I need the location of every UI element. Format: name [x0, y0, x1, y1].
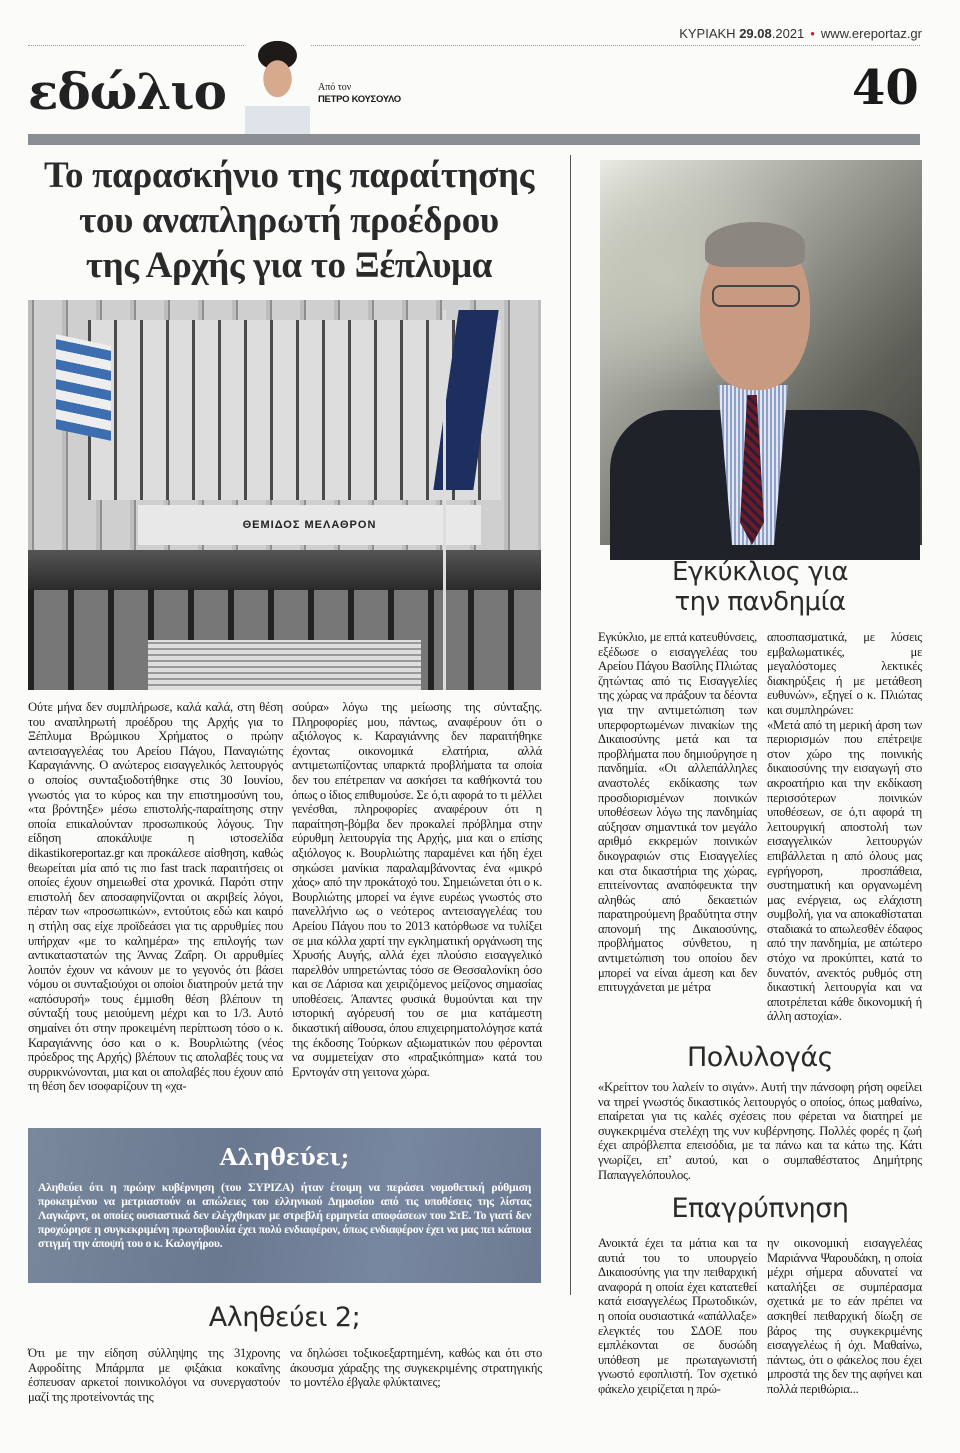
egkyklios-col2: [767, 630, 922, 1035]
day: ΚΥΡΙΑΚΗ: [679, 26, 736, 41]
epagrypnisi-col1: Ανοικτά έχει τα μάτια και τα αυτιά του το υπουργείο Δικαιοσύνης για την πειθαρχική αναφορά η οποία έχει κατατεθεί κατά εισαγγελέως Πρωτοδικών, η οποία ουσιαστικά «απάλλαξε» ελεγκτές του ΣΔΟΕ που εμπλέκονται σε δυσώδη υπόθεση με πρωταγωνιστή γνωστό εφοπλιστή. Τον σχετικό φάκελο χειρίζεται η πρώ-: [598, 1236, 757, 1396]
box-text: Αληθεύει ότι η πρώην κυβέρνηση (του ΣΥΡΙΖΑ) ήταν έτοιμη να περάσει νομοθετική ρύθμιση προκειμένου να μετριαστούν οι απώλειες του ελληνικού Δημοσίου από τις υποθέσεις της λίστας Λαγκάρντ, οι οποίες ουσιαστικά δεν ελέγχθηκαν με στρεβλή ερμηνεία αποφάσεων του ΣτΕ. Το γιατί δεν προχώρησε η συγκεκριμένη πρωτοβουλία έχει πολύ ενδιαφέρον, όπως ενδιαφέρον έχει να μας πει κάποια στιγμή την άποψή του ο κ. Καλογήρου.: [38, 1181, 531, 1250]
author-name: ΠΕΤΡΟ ΚΟΥΣΟΥΛΟ: [318, 94, 401, 105]
year: .2021: [771, 26, 805, 41]
site-url[interactable]: www.ereportaz.gr: [820, 26, 922, 41]
main-story-col1: Ούτε μήνα δεν συμπλήρωσε, καλά καλά, στη θέση του αναπληρωτή προέδρου της Αρχής για το Ξέπλυμα Βρώμικου Χρήματος ο πρώην αντεισαγγελέας του Αρείου Πάγου, Παναγιώτης Καραγιάννης. Ο ανώτερος εισαγγελικός λειτουργός ο οποίος συνταξιοδοτήθηκε στις 30 Ιουνίου, γνωστός για το κύρος και την επιστημοσύνη του, «τα βρόντηξε» μέσω επιστολής-παραίτησης στην οποία επικαλούνταν προσωπικούς λόγους. Την είδηση αποκάλυψε η ιστοσελίδα dikastikoreportaz.gr και προκάλεσε αίσθηση, καθώς θεωρείται μία από τις πιο fast track παραιτήσεις οι οποίες έχουν σημειωθεί στα χρονικά. Παρότι στην επιστολή δεν αποσαφηνίζονται οι ακριβείς λόγοι, πέραν των «προσωπικών», εντούτοις εδώ και καιρό η στήλη σας είχε προϊδεάσει για τις αρρυθμίες που υπήρχαν «με το καλημέρα» της επιλογής των αντικαταστατών της Άννας Ζαΐρη. Οι αρρυθμίες λοιπόν έχουν να κάνουν με το γεγονός ότι βάσει νόμου οι συνταξιούχοι οι οποίοι διατηρούν μετά την «απόσυρσή» τους έμμισθη θέση βλέπουν τη σύνταξή τους μειούμενη μέχρι και το 1/3. Αυτό σημαίνει ότι στην προκειμένη περίπτωση τόσο ο κ. Καραγιάννης όσο και ο κ. Βουρλιώτης (νέος πρόεδρος της Αρχής) βλέπουν τις απολαβές τους να συρρικνώνονται, μια και οι απολαβές που έχουν από τη θέση δεν ισοφαρίζουν τη «χα-: [28, 700, 283, 1094]
aletheuei-box: [28, 1128, 541, 1283]
date: 29.08: [739, 26, 772, 41]
main-headline: [24, 153, 554, 295]
egkyklios-col2-para2: «Μετά από τη μερική άρση των περιορισμών που επέτρεψε στον χώρο της ποινικής δικαιοσύνης την εισαγωγή στο ακροατήριο και την εκδίκαση περισσότερων ποινικών υποθέσεων, σε ό,τι αφορά τη λειτουργική αποστολή των εισαγγελικών λειτουργών επιβάλλεται η από όλους μας εγρήγορση, προσπάθεια, συστηματική και οργανωμένη μας ενέργεια, ως ελάχιστη συμβολή, για να αποκαθίσταται σταδιακά το απωλεσθέν έδαφος από την πανδημία, με απώτερο στόχο να προκύπτει, κατά το δυνατόν, ανεκτός ρυθμός στη δικαστική λειτουργία και να αποτρέπεται κάθε δικονομική ή άλλη αστοχία».: [767, 717, 922, 1024]
headline-line: Το παρασκήνιο της παραίτησης: [43, 155, 535, 196]
box-title: Αληθεύει;: [219, 1144, 350, 1171]
page-number: 40: [852, 60, 919, 116]
headline-line: του αναπληρωτή προέδρου: [79, 200, 499, 241]
heading-line: Εγκύκλιος για: [672, 557, 848, 587]
polylogas-heading: Πολυλογάς: [686, 1042, 834, 1073]
byline-prefix: Από τον: [318, 82, 352, 93]
building-sign: ΘΕΜΙΔΟΣ ΜΕΛΑΘΡΟΝ: [138, 505, 481, 545]
prosecutor-photo: [600, 160, 922, 545]
column-logo: εδώλιο: [28, 62, 226, 121]
aletheuei2-col2: να δηλώσει τοξικοεξαρτημένη, καθώς και ότι στο άκουσμα χάραξης της συγκεκριμένης στρατηγικής το μοντέλο έβγαλε φλύκταινες;: [290, 1346, 542, 1390]
egkyklios-col1: Εγκύκλιο, με επτά κατευθύνσεις, εξέδωσε ο εισαγγελέας του Αρείου Πάγου Βασίλης Πλιώτας ζητώντας από τις Εισαγγελίες της χώρας να πράξουν τα δέοντα για την αντιμετώπιση των υπερφορτωμένων πινακίων της Δικαιοσύνης μετά και τα προβλήματα που δημιούργησε η πανδημία. «Οι αλλεπάλληλες αναστολές εκδίκασης των προσδιορισμένων ποινικών υποθέσεων λόγω της πανδημίας αύξησαν σημαντικά τον μεγάλο αριθμό εκκρεμών ποινικών δικογραφιών στις Εισαγγελίες και στα δικαστήρια της χώρας, επιτείνοντας αναπόφευκτα την αληθώς από δεκαετιών παρατηρούμενη βραδύτητα στην απονομή της Δικαιοσύνης, προβλήματος σύνθετου, η αντιμετώπιση του οποίου δεν μπορεί να είναι άμεση και δεν επιτυγχάνεται με μέτρα: [598, 630, 757, 995]
bullet-icon: •: [810, 26, 815, 41]
aletheuei2-col1: Ότι με την είδηση σύλληψης της 31χρονης Αφροδίτης Μπάρμπα με φιξάκια κοκαΐνης έσπευσαν αρκετοί ποινικολόγοι να συνεργαστούν μαζί της προτείνοντάς της: [28, 1346, 280, 1404]
epagrypnisi-heading: Επαγρύπνηση: [671, 1193, 849, 1224]
heading-line: την πανδημία: [674, 587, 846, 617]
header-rule: [28, 45, 920, 46]
greek-flag: [56, 334, 111, 441]
main-story-col2: σούρα» λόγω της μείωσης της σύνταξης. Πληροφορίες μου, πάντως, αναφέρουν ότι ο αξιόλογος κ. Καραγιάννης δεν παραιτήθηκε έχοντας οικονομικά ελατήρια, αλλά αντιμετωπίζοντας υπαρκτά προβλήματα τα οποία δεν του επέτρεπαν να ασκήσει τα καθήκοντά του όπως ο ίδιος επιθυμούσε. Σε ό,τι αφορά το τι μέλλει γενέσθαι, πληροφορίες αναφέρουν ότι η παραίτηση-βόμβα δεν προκαλεί πρόβλημα στην εύρυθμη λειτουργία της Αρχής, μια και ο επίσης αξιόλογος κ. Βουρλιώτης παραμένει και ήδη έχει σηκώσει μανίκια παραλαμβάνοντας ένα «μικρό χάος» από την προκάτοχό του. Σημειώνεται ότι ο κ. Βουρλιώτης μπορεί να έγινε ευρέως γνωστός στο πανελλήνιο ως ο νεότερος αντεισαγγελέας του Αρείου Πάγου που το 2013 κατόρθωσε να τυλίξει σε μια κόλλα χαρτί την εγκληματική οργάνωση της Χρυσής Αυγής, αλλά έχει πλούσιο εισαγγελικό παρελθόν υπηρετώντας τόσο σε Θεσσαλονίκη όσο και σε Λάρισα και χειριζόμενος μείζονος σημασίας υποθέσεις. Άπαντες φυσικά θυμούνται και την ιστορική αγόρευσή του σε μια κατάμεστη δικαστική αίθουσα, όπου επιχειρηματολόγησε κατά της έκδοσης Τούρκων αξιωματικών που φέρονται να συμμετείχαν στο «πραξικόπημα» κατά του Ερντογάν στη γειτονα χώρα.: [292, 700, 542, 1079]
author-portrait: [245, 38, 310, 135]
headline-line: της Αρχής για το Ξέπλυμα: [85, 245, 493, 286]
epagrypnisi-col2: ην οικονομική εισαγγελέας Μαριάννα Ψαρουδάκη, η οποία μέχρι σήμερα αδυνατεί να καταλήξει σε συμπέρασμα σχετικά με το εάν πρέπει να ασκηθεί πειθαρχική δίωξη σε βάρος της συγκεκριμένης εισαγγελέως ή όχι. Μαθαίνω, πάντως, ότι ο φάκελος που έχει μπροστά της δεν της αφήνει και πολλά περιθώρια...: [767, 1236, 922, 1396]
header-bar: [28, 134, 920, 145]
dateline: [679, 26, 922, 41]
aletheuei2-heading: Αληθεύει 2;: [208, 1302, 361, 1333]
column-divider: [570, 155, 571, 1295]
egkyklios-heading: [598, 557, 922, 617]
egkyklios-col2-para1: αποσπασματικά, με λύσεις εμβαλωματικές, με μεγαλόστομες λεκτικές διακηρύξεις ή με μετάθεση ευθυνών», εξηγεί ο κ. Πλιώτας και συμπληρώνει:: [767, 630, 922, 717]
polylogas-text: «Κρείττον του λαλείν το σιγάν». Αυτή την πάνσοφη ρήση οφείλει να τηρεί γνωστός δικαστικός λειτουργός ο οποίος, όπως μαθαίνω, επαίρεται για τις καλές σχέσεις που φέρεται να διατηρεί με συγκεκριμένα στελέχη της νυν κυβέρνησης. Πολλές φορές η ζωή έχει απρόβλεπτα επεισόδια, με τα πάνω και τα κάτω της. Κάτι γνωρίζει, επ’ αυτού, και ο συμπαθέστατος Δημήτρης Παπαγγελόπουλος.: [598, 1080, 922, 1182]
courthouse-photo: [28, 300, 541, 690]
byline: [318, 82, 401, 106]
